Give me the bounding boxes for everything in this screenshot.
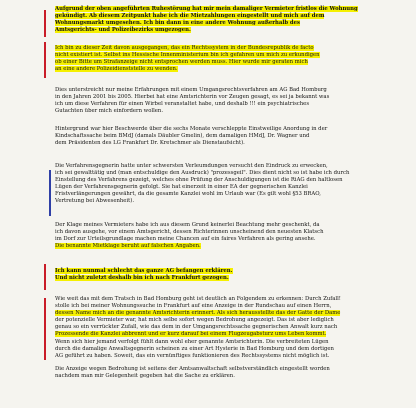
text-line [55, 198, 411, 205]
text-line-content: in den Jahren 2001 bis 2005. Hierbei hat eine Amtsrichterin vor Zeugen gesagt, es sei ja bekannt was [55, 94, 330, 101]
text-line-content: durch die damalige Anwaltsgegnerin scheinen zu einer Art Hysterie in Bad Homburg und dem dortigen [55, 345, 334, 352]
text-line-content: Gutachten über mich einfordern wollen. [55, 108, 164, 115]
text-line-content: der potenzielle Vermieter war, hat mich selbe sofort wegen Bedrohung angezeigt. Das ist aber lediglich [55, 317, 334, 324]
text-line-content: Hintergrund war hier Beschwerde über die sechs Monate verschleppte Einstweilige Anordung in der [55, 126, 328, 132]
text-line [55, 20, 411, 27]
text-line-content: Der Klage meines Vermieters habe ich aus diesem Grund keinerlei Beachtung mehr geschenkt, da [55, 222, 320, 228]
text-line-content: Aufgrund der oben angeführten Ruhestörung hat mir mein damaliger Vermieter fristlos die Wohnung [55, 6, 358, 12]
text-line-content: Dies unterstreicht nur meine Erfahrungen mit einem Umgangsrechtsverfahren am AG Bad Homburg [55, 87, 327, 93]
text-line-content: Einstellung des Verfahrens gezeigt, welches ohne Prüfung der Anschuldigungen ist die RiAG den haltlosen [55, 177, 343, 184]
paragraph-1 [55, 6, 411, 34]
paragraph-5 [55, 163, 411, 206]
text-line [55, 140, 411, 147]
text-line [55, 366, 411, 373]
text-line [55, 45, 411, 52]
margin-mark-red [44, 10, 46, 37]
text-line-content: Und nicht zuletzt deshalb bin ich nach Frankfurt gezogen. [55, 275, 229, 282]
text-line-content: Ich bin zu dieser Zeit davon ausgegangen, das ein Rechtssystem in der Bundesrepublik de facto [55, 45, 314, 51]
paragraph-2 [55, 45, 411, 73]
text-line-content: ich sei gewalttätig und (man entschuldige den Ausdruck) "prozessgeil". Dies dient nicht so ist habe ich durch [55, 170, 350, 177]
text-line [55, 324, 411, 331]
text-line [55, 331, 411, 338]
text-line-content: Die Anzeige wegen Bedrohung ist seitens der Amtsanwaltschaft selbstverständlich eingestellt worden [55, 366, 330, 372]
text-line [55, 373, 411, 380]
text-line-content: dessen Name mich an die genannte Amtsrichterin erinnert. Als sich herausstellte das der Gatte der Dame [55, 310, 341, 317]
text-line [55, 243, 411, 250]
margin-mark-red [44, 298, 46, 360]
text-line-content: ob einer Bitte um Strafanzeige nicht entsprochen werden muss. Hier wurde mir geraten mich [55, 59, 308, 66]
margin-mark-red [44, 42, 46, 78]
text-line-content: Wenn sich hier jemand verfolgt fühlt dann wohl eher genannte Amtsrichterin. Die verbreiteten Lügen [55, 338, 329, 345]
text-line-content: Amtsgerichts- und Polizeibezirks umgezogen. [55, 27, 191, 34]
text-line [55, 27, 411, 34]
text-line [55, 317, 411, 324]
text-line-content: Die benannte Mietklage beruht auf falschen Angaben. [55, 243, 201, 250]
paragraph-9 [55, 366, 411, 380]
text-line [55, 108, 411, 115]
text-line-content: ich davon ausgehe, vor einem Amtsgericht, dessen Richterinnen unscheinend den neuesten Klatsch [55, 229, 324, 236]
text-line-content: Lügen der Verfahrensgegnerin gefolgt. Sie hat einerzeit in einer EA der gegnerischen Kanzlei [55, 184, 308, 191]
text-line-content: dem Präsidenten des LG Frankfurt Dr. Kretschmer als Dienstaufsicht). [55, 140, 245, 147]
text-line [55, 222, 411, 229]
text-line-content: Kindschaftssache beim BMdJ (damals Däubler Gmelin), dem damaligen HMdJ, Dr. Wagner und [55, 133, 310, 140]
paragraph-7 [55, 268, 411, 282]
text-line [55, 236, 411, 243]
paragraph-4 [55, 126, 411, 147]
text-line-content: nicht existiert ist. Selbst ins Hessische Innenministerium bin ich gefahren um mich zu erkundigen [55, 52, 320, 59]
text-line-content: an eine andere Polizeidienststelle zu wenden. [55, 66, 178, 73]
paragraph-3 [55, 87, 411, 115]
text-line [55, 66, 411, 73]
text-line [55, 303, 411, 310]
text-line-content: gekündigt. Ab diesem Zeitpunkt habe ich die Mietzahlungen eingestellt und mich auf dem [55, 13, 325, 20]
margin-mark-red [44, 264, 46, 290]
paragraph-6 [55, 222, 411, 250]
text-line [55, 94, 411, 101]
text-line-content: Die Verfahrensgegnerin hatte unter schwersten Verleumdungen versucht den Eindruck zu erwecken, [55, 163, 328, 169]
text-line [55, 339, 411, 346]
text-line-content: Wohnungsmarkt umgesehen. Ich bin dann in eine andere Wohnung außerhalb des [55, 20, 300, 27]
text-line [55, 296, 411, 303]
text-line-content: genau so ein verrückter Zufall, wie das dem in der Umgangsrechtssache gegnerischen Anwalt kurz nach [55, 324, 338, 331]
text-line-content: Ich kann nunmal schlecht das ganze AG befangen erklären. [55, 268, 233, 274]
text-line-content: stolle ich bei meiner Wohnungssuche in Frankfurt auf eine Anzeige in der Rundschau auf einen Herrn, [55, 303, 332, 310]
margin-mark-blue [49, 170, 51, 216]
text-line [55, 101, 411, 108]
text-line [55, 275, 411, 282]
text-line-content: Prozessende die Kanzlei abbrennt und er kurz darauf bei einem Flugzeugabsturz ums Leben kommt. [55, 331, 327, 338]
text-line [55, 229, 411, 236]
paragraph-8 [55, 296, 411, 360]
text-line-content: Vertretung bei Abwesenheit). [55, 198, 134, 205]
text-line [55, 353, 411, 360]
text-line [55, 52, 411, 59]
text-line [55, 87, 411, 94]
text-line [55, 177, 411, 184]
text-line-content: AG geführt zu haben. Soweit, das ein vernünftiges funktionieren des Rechtssystems nicht möglich ist. [55, 352, 330, 359]
text-line-content: ich um diese Verfahren für einen Wirbel veranstaltet habe, und deshalb !!! ein psychiatrisches [55, 101, 310, 108]
text-line [55, 13, 411, 20]
text-line [55, 310, 411, 317]
text-line-content: im Dorf zur Urteilsgrundlage machen meine Chancen auf ein faires Verfahren als gering ansehe. [55, 236, 316, 243]
text-line-content: Wie weit das mit dem Tratsch in Bad Homburg geht ist deutlich an Folgendem zu erkennen: Durch Zufall! [55, 296, 341, 302]
text-line [55, 268, 411, 275]
text-line [55, 170, 411, 177]
text-line-content: Fristverlängerungen gewährt, da die gesamte Kanzlei wohl im Urlaub war (Es gilt wohl §53 BRAO, [55, 191, 321, 198]
text-line [55, 59, 411, 66]
text-line-content: nachdem man mir Gelegenheit gegeben hat die Sache zu erklären. [55, 373, 235, 380]
text-line [55, 346, 411, 353]
